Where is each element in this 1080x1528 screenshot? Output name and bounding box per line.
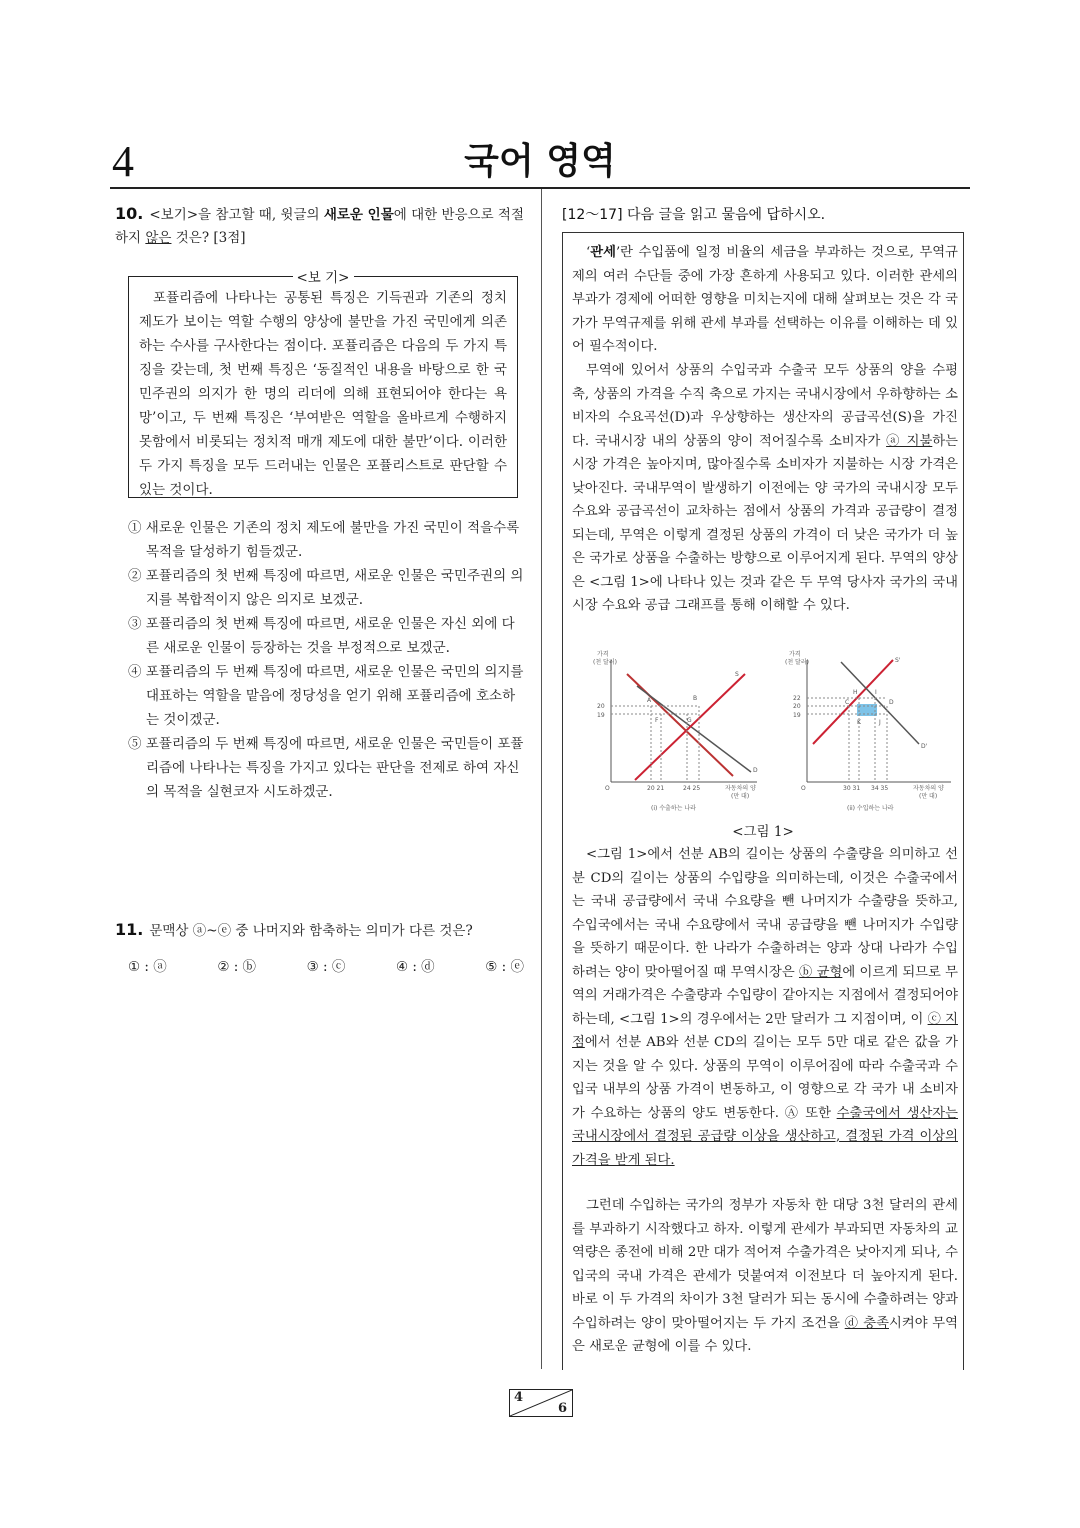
question-number: 11. xyxy=(115,920,144,939)
passage-heading: [12～17] 다음 글을 읽고 물음에 답하시오. xyxy=(562,207,826,223)
passage-paragraph-4 xyxy=(572,1194,958,1359)
xlabel-unit: (만 대) xyxy=(919,793,938,800)
point-i: I xyxy=(875,689,877,696)
ylabel: 가격 xyxy=(597,651,609,658)
choice-2[interactable]: ② 포퓰리즘의 첫 번째 특징에 따르면, 새로운 인물은 국민주권의 의지를 복합적이지 않은 의지로 보겠군. xyxy=(128,568,524,608)
quote-open: ‘ xyxy=(586,245,591,260)
ytick-22: 22 xyxy=(793,695,801,702)
question-11 xyxy=(115,918,525,943)
supply-curve xyxy=(627,674,733,776)
choice-2[interactable]: ② : ⓑ xyxy=(217,959,257,975)
question-stem-pre: <보기>을 참고할 때, 윗글의 xyxy=(149,207,324,223)
total-pages: 6 xyxy=(557,1401,567,1416)
point-f: F xyxy=(655,717,659,724)
origin: O xyxy=(605,785,610,792)
mark-c: ⓒ 지점 xyxy=(572,1011,958,1050)
curve-d-label: D' xyxy=(921,743,928,750)
choice-5[interactable]: ⑤ : ⓔ xyxy=(485,959,524,975)
point-b: B xyxy=(693,695,698,702)
figure-1-graphs xyxy=(575,648,955,816)
bogi-box xyxy=(128,270,518,498)
choice-3[interactable]: ③ : ⓒ xyxy=(306,959,346,975)
origin: O xyxy=(801,785,806,792)
ylabel: 가격 xyxy=(789,651,801,658)
xlabel: 자동차의 양 xyxy=(913,785,944,792)
choice-4[interactable]: ④ : ⓓ xyxy=(395,959,435,975)
xlabel: 자동차의 양 xyxy=(725,785,756,792)
ytick-19: 19 xyxy=(597,712,605,719)
choice-3[interactable]: ③ 포퓰리즘의 첫 번째 특징에 따르면, 새로운 인물은 자신 외에 다른 새로운 인물이 등장하는 것을 부정적으로 보겠군. xyxy=(128,616,515,656)
bogi-title-wrap xyxy=(129,266,517,286)
choices-q11 xyxy=(128,955,524,975)
question-stem-post: 것은? [3점] xyxy=(171,230,246,246)
mark-b: ⓑ 균형 xyxy=(799,964,843,980)
passage-paragraph-1 xyxy=(572,241,958,359)
graph-caption-right: (ii) 수입하는 나라 xyxy=(847,805,894,812)
point-h: H xyxy=(853,689,858,696)
xtick-30-31: 30 31 xyxy=(843,785,861,792)
underlined-sentence-A: 수출국에서 생산자는 국내시장에서 결정된 공급량 이상을 생산하고, 결정된 가격 이상의 가격을 받게 된다. xyxy=(572,1105,958,1168)
graph-importing xyxy=(785,650,951,812)
question-stem-mid: 에 대한 반응으로 적절하지 xyxy=(115,207,524,246)
xlabel-unit: (만 대) xyxy=(731,793,750,800)
p4-b: 시켜야 무역은 새로운 균형에 이를 수 있다. xyxy=(572,1315,958,1354)
point-k: K xyxy=(857,719,861,726)
passage-paragraph-2 xyxy=(572,359,958,618)
point-c: C xyxy=(845,699,850,706)
p1-rest: ’란 수입품에 일정 비율의 세금을 부과하는 것으로, 무역규제의 여러 수단들 중에 가장 흔하게 사용되고 있다. 이러한 관세의 부과가 경제에 어떠한 영향을 미치는지에 대해 살펴보는 것은 각 국가가 무역규제를 위해 관세 부과를 선택하는 이유를 이해하는 데 있어 필수적이다. xyxy=(572,245,958,354)
question-stem-bold: 새로운 인물 xyxy=(323,207,394,223)
xtick-20-21: 20 21 xyxy=(647,785,665,792)
bogi-text: 포퓰리즘에 나타나는 공통된 특징은 기득권과 기존의 정치 제도가 보이는 역할 수행의 양상에 불만을 가진 국민에게 의존하는 수사를 구사한다는 점이다. 포퓰리즘은 다음의 두 가지 특징을 갖는데, 첫 번째 특징은 ‘동질적인 내용을 바탕으로 한 국민주권의 의지가 한 명의 리더에 의해 표현되어야 한다는 욕망’이고, 두 번째 특징은 ‘부여받은 역할을 올바르게 수행하지 못함에서 비롯되는 정치적 매개 제도에 대한 불만’이다. 이러한 두 가지 특징을 모두 드러내는 인물은 포퓰리스트로 판단할 수 있는 것이다. xyxy=(139,290,507,498)
xtick-24-25: 24 25 xyxy=(683,785,701,792)
graph-caption-left: (i) 수출하는 나라 xyxy=(651,805,696,812)
ylabel-unit: (천 달러) xyxy=(785,659,809,666)
choice-4[interactable]: ④ 포퓰리즘의 두 번째 특징에 따르면, 새로운 인물은 국민의 의지를 대표하는 역할을 맡음에 정당성을 얻기 위해 포퓰리즘에 호소하는 것이겠군. xyxy=(128,664,524,728)
ytick-20: 20 xyxy=(597,703,605,710)
term-gwanse: 관세 xyxy=(590,245,616,260)
page-number: 4 xyxy=(112,137,134,186)
column-divider xyxy=(541,189,542,1369)
choices-q10 xyxy=(128,516,524,804)
curve-s-label: S' xyxy=(895,657,901,664)
current-page: 4 xyxy=(514,1390,524,1405)
point-j: J xyxy=(879,719,881,726)
curve-s-label: S xyxy=(735,671,739,678)
point-g: G xyxy=(687,717,692,724)
ytick-20: 20 xyxy=(793,703,801,710)
mark-d: ⓓ 충족 xyxy=(844,1315,889,1331)
ytick-19: 19 xyxy=(793,712,801,719)
question-stem-underline: 않은 xyxy=(145,230,172,246)
bogi-title: <보 기> xyxy=(293,270,354,286)
header-rule xyxy=(110,187,970,189)
choice-5[interactable]: ⑤ 포퓰리즘의 두 번째 특징에 따르면, 새로운 인물은 국민들이 포퓰리즘에 나타나는 특징을 가지고 있다는 판단을 전제로 하여 자신의 목적을 실현코자 시도하겠군. xyxy=(128,736,524,800)
figure-caption: <그림 1> xyxy=(732,824,794,840)
xtick-34-35: 34 35 xyxy=(871,785,889,792)
point-a: A xyxy=(647,697,652,704)
graph-exporting xyxy=(593,650,758,812)
question-10 xyxy=(115,202,525,250)
p3-c: 에서 선분 AB와 선분 CD의 길이는 모두 5만 대로 같은 값을 가지는 것을 알 수 있다. 상품의 무역이 이루어짐에 따라 수출국과 수입국 내부의 상품 가격이 변동하고, 이 영향으로 각 국가 내 소비자가 수요하는 상품의 양도 변동한다. Ⓐ 또한 xyxy=(572,1035,958,1121)
supply-line xyxy=(813,660,893,744)
choice-1[interactable]: ① : ⓐ xyxy=(128,959,167,975)
mark-a: ⓐ 지불 xyxy=(886,433,933,449)
choice-1[interactable]: ① 새로운 인물은 기존의 정치 제도에 불만을 가진 국민이 적을수록 목적을 달성하기 힘들겠군. xyxy=(128,520,520,560)
question-number: 10. xyxy=(115,204,144,223)
p2-b: 하는 시장 가격은 높아지며, 많아질수록 소비자가 지불하는 시장 가격은 낮아진다. 국내무역이 발생하기 이전에는 양 국가의 국내시장 모두 수요와 공급곡선이 교차하는 점에서 상품의 가격과 공급량이 결정되는데, 무역은 이렇게 결정된 상품의 가격이 더 낮은 국가가 더 높은 국가로 상품을 수출하는 방향으로 이루어지게 된다. 무역의 양상은 <그림 1>에 나타나 있는 것과 같은 두 무역 당사자 국가의 국내시장 수요와 공급 그래프를 통해 이해할 수 있다. xyxy=(572,433,958,613)
point-d: D xyxy=(889,699,894,706)
page-indicator xyxy=(509,1389,573,1417)
ylabel-unit: (천 달러) xyxy=(593,659,617,666)
question-stem: 문맥상 ⓐ~ⓔ 중 나머지와 함축하는 의미가 다른 것은? xyxy=(149,923,473,939)
passage-paragraph-3 xyxy=(572,843,958,1172)
p4-a: 그런데 수입하는 국가의 정부가 자동차 한 대당 3천 달러의 관세를 부과하기 시작했다고 하자. 이렇게 관세가 부과되면 자동차의 교역량은 종전에 비해 2만 대가 적어져 수출가격은 낮아지게 되나, 수입국의 국내 가격은 관세가 덧붙여져 이전보다 더 높아지게 된다. 바로 이 두 가격의 차이가 3천 달러가 되는 동시에 수출하려는 양과 수입하려는 양이 맞아떨어지는 두 가지 조건을 xyxy=(572,1198,958,1331)
curve-d-label: D xyxy=(753,767,758,774)
p3-b: 에 이르게 되므로 무역의 거래가격은 수출량과 수입량이 같아지는 지점에서 결정되어야 하는데, <그림 1>의 경우에서는 2만 달러가 그 지점이며, 이 xyxy=(572,964,958,1027)
p2-a: 무역에 있어서 상품의 수입국과 수출국 모두 상품의 양을 수평 축, 상품의 가격을 수직 축으로 가지는 국내시장에서 우하향하는 소비자의 수요곡선(D)과 우상향하는 생산자의 공급곡선(S)을 가진다. 국내시장 내의 상품의 양이 적어질수록 소비자가 xyxy=(572,363,958,449)
page-title: 국어 영역 xyxy=(464,141,616,182)
p3-a: <그림 1>에서 선분 AB의 길이는 상품의 수출량을 의미하고 선분 CD의 길이는 상품의 수입량을 의미하는데, 이것은 수출국에서는 국내 공급량에서 국내 수요량을 뺀 나머지가 수출량을 뜻하고, 수입국에서는 국내 수요량에서 국내 공급량을 뺀 나머지가 수입량을 뜻하기 때문이다. 한 나라가 수출하려는 양과 상대 나라가 수입하려는 양이 맞아떨어질 때 무역시장은 xyxy=(572,847,958,980)
